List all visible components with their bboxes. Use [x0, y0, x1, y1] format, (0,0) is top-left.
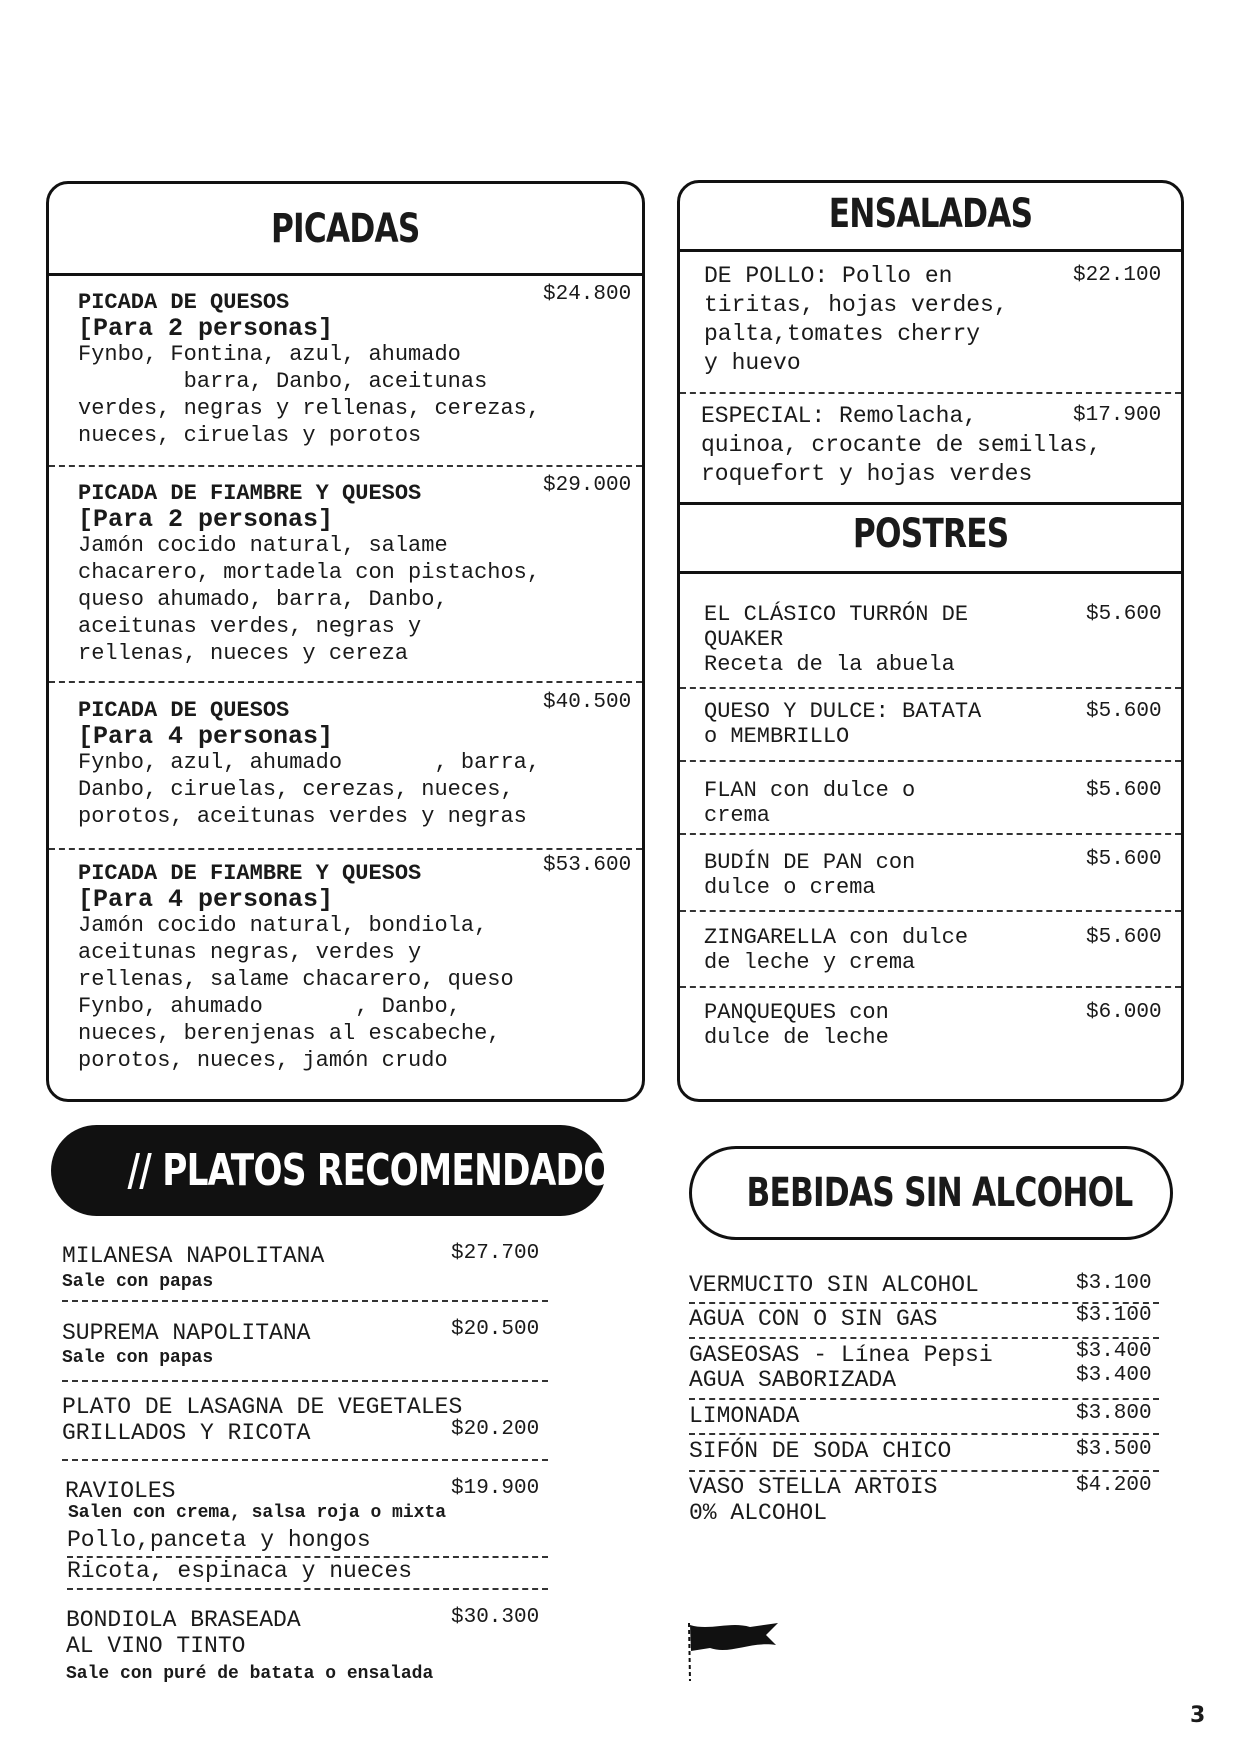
divider	[680, 760, 1181, 762]
picada-desc: Fynbo, Fontina, azul, ahumado	[78, 342, 461, 367]
picada-desc: rellenas, nueces y cereza	[78, 641, 409, 666]
postre-line: QUESO Y DULCE: BATATA	[704, 699, 982, 724]
plato-name-2: GRILLADOS Y RICOTA	[62, 1420, 311, 1446]
picadas-title: PICADAS	[271, 206, 420, 252]
picadas-box	[46, 181, 645, 1102]
bebidas-header-pill	[689, 1146, 1173, 1240]
bebida-name: GASEOSAS - Línea Pepsi	[689, 1342, 993, 1368]
ensalada-line: roquefort y hojas verdes	[701, 461, 1033, 487]
picada-desc: barra, Danbo, aceitunas	[78, 369, 488, 394]
picada-desc: aceitunas negras, verdes y	[78, 940, 422, 965]
page-number: 3	[1190, 1703, 1206, 1728]
plato-note: Sale con papas	[62, 1348, 214, 1368]
picada-name: PICADA DE FIAMBRE Y QUESOS	[78, 861, 422, 886]
picada-desc: Jamón cocido natural, bondiola,	[78, 913, 488, 938]
plato-price: $20.200	[451, 1418, 540, 1441]
picada-desc: chacarero, mortadela con pistachos,	[78, 560, 541, 585]
picada-name: PICADA DE QUESOS	[78, 290, 290, 315]
picada-sub: [Para 4 personas]	[78, 885, 334, 914]
postre-line: ZINGARELLA con dulce	[704, 925, 969, 950]
bebida-name: SIFÓN DE SODA CHICO	[689, 1438, 952, 1464]
ensalada-line: tiritas, hojas verdes,	[704, 292, 1008, 318]
bebida-price: $3.800	[1076, 1402, 1152, 1425]
plato-option: Pollo,panceta y hongos	[67, 1527, 371, 1553]
picada-desc: aceitunas verdes, negras y	[78, 614, 422, 639]
postre-line: EL CLÁSICO TURRÓN DE	[704, 602, 969, 627]
postres-header	[680, 511, 1181, 557]
plato-name: MILANESA NAPOLITANA	[62, 1243, 325, 1269]
postre-line: Receta de la abuela	[704, 652, 955, 677]
bebida-name-2: AGUA SABORIZADA	[689, 1367, 897, 1393]
divider	[49, 848, 642, 850]
postres-title: POSTRES	[852, 511, 1009, 557]
divider	[62, 1300, 548, 1302]
ensalada-line: palta,tomates cherry	[704, 321, 981, 347]
bebida-price: $3.100	[1076, 1304, 1152, 1327]
plato-name-2: AL VINO TINTO	[66, 1633, 246, 1659]
plato-name: RAVIOLES	[65, 1478, 176, 1504]
bebida-name: AGUA CON O SIN GAS	[689, 1306, 938, 1332]
divider	[680, 392, 1181, 394]
postre-line: o MEMBRILLO	[704, 724, 850, 749]
plato-price: $20.500	[451, 1318, 540, 1341]
divider	[680, 502, 1181, 505]
plato-price: $30.300	[451, 1606, 540, 1629]
ensalada-line: DE POLLO: Pollo en	[704, 263, 953, 289]
ensalada-line: quinoa, crocante de semillas,	[701, 432, 1102, 458]
postre-price: $5.600	[1086, 779, 1162, 802]
plato-option: Ricota, espinaca y nueces	[67, 1558, 413, 1584]
picada-desc: verdes, negras y rellenas, cerezas,	[78, 396, 541, 421]
bebida-price: $4.200	[1076, 1474, 1152, 1497]
picada-desc: Danbo, ciruelas, cerezas, nueces,	[78, 777, 514, 802]
postre-line: de leche y crema	[704, 950, 916, 975]
bebida-name-2: 0% ALCOHOL	[689, 1500, 828, 1526]
divider	[680, 687, 1181, 689]
picada-price: $29.000	[543, 474, 632, 497]
divider	[49, 465, 642, 467]
postre-price: $6.000	[1086, 1001, 1162, 1024]
picada-desc: porotos, nueces, jamón crudo	[78, 1048, 448, 1073]
picada-desc: Fynbo, azul, ahumado , barra,	[78, 750, 541, 775]
bebida-name: VERMUCITO SIN ALCOHOL	[689, 1272, 979, 1298]
postre-price: $5.600	[1086, 926, 1162, 949]
divider	[680, 910, 1181, 912]
picadas-header	[49, 206, 642, 252]
plato-name: SUPREMA NAPOLITANA	[62, 1320, 311, 1346]
picada-price: $24.800	[543, 283, 632, 306]
divider	[680, 833, 1181, 835]
picada-name: PICADA DE FIAMBRE Y QUESOS	[78, 481, 422, 506]
plato-note: Salen con crema, salsa roja o mixta	[68, 1503, 447, 1523]
bebida-price: $3.100	[1076, 1272, 1152, 1295]
postre-line: PANQUEQUES con	[704, 1000, 889, 1025]
plato-note: Sale con puré de batata o ensalada	[66, 1664, 434, 1684]
postre-price: $5.600	[1086, 700, 1162, 723]
ensalada-price: $22.100	[1073, 264, 1162, 287]
divider	[49, 273, 642, 276]
ensaladas-postres-box	[677, 180, 1184, 1102]
picada-desc: porotos, aceitunas verdes y negras	[78, 804, 527, 829]
ensalada-line: ESPECIAL: Remolacha,	[701, 403, 978, 429]
plato-price: $19.900	[451, 1477, 540, 1500]
bebida-name: VASO STELLA ARTOIS	[689, 1474, 938, 1500]
flag-icon	[680, 1615, 780, 1683]
picada-sub: [Para 2 personas]	[78, 505, 334, 534]
ensaladas-title: ENSALADAS	[828, 191, 1033, 237]
divider	[680, 986, 1181, 988]
bebida-price: $3.400	[1076, 1340, 1152, 1363]
picada-desc: Fynbo, ahumado , Danbo,	[78, 994, 461, 1019]
bebidas-title: BEBIDAS SIN ALCOHOL	[746, 1170, 1133, 1216]
picada-desc: rellenas, salame chacarero, queso	[78, 967, 514, 992]
picada-desc: nueces, berenjenas al escabeche,	[78, 1021, 501, 1046]
postre-line: dulce de leche	[704, 1025, 889, 1050]
divider	[62, 1459, 548, 1461]
plato-name: BONDIOLA BRASEADA	[66, 1607, 301, 1633]
picada-price: $40.500	[543, 691, 632, 714]
plato-price: $27.700	[451, 1242, 540, 1265]
picada-name: PICADA DE QUESOS	[78, 698, 290, 723]
bebida-name: LIMONADA	[689, 1403, 800, 1429]
picada-sub: [Para 2 personas]	[78, 314, 334, 343]
postre-line: dulce o crema	[704, 875, 876, 900]
platos-header-pill	[51, 1125, 671, 1216]
picada-desc: Jamón cocido natural, salame	[78, 533, 448, 558]
bebida-price-2: $3.400	[1076, 1364, 1152, 1387]
ensalada-price: $17.900	[1073, 404, 1162, 427]
postre-line: BUDÍN DE PAN con	[704, 850, 916, 875]
postre-line: crema	[704, 803, 771, 828]
divider	[67, 1588, 548, 1590]
picada-desc: nueces, ciruelas y porotos	[78, 423, 422, 448]
postre-line: QUAKER	[704, 627, 784, 652]
ensaladas-header	[680, 191, 1181, 237]
plato-name: PLATO DE LASAGNA DE VEGETALES	[62, 1394, 463, 1420]
divider	[62, 1380, 548, 1382]
ensalada-line: y huevo	[704, 350, 801, 376]
postre-line: FLAN con dulce o	[704, 778, 916, 803]
plato-note: Sale con papas	[62, 1272, 214, 1292]
divider	[680, 249, 1181, 252]
divider	[689, 1433, 1159, 1435]
picada-price: $53.600	[543, 854, 632, 877]
divider	[680, 571, 1181, 574]
picada-sub: [Para 4 personas]	[78, 722, 334, 751]
postre-price: $5.600	[1086, 603, 1162, 626]
platos-title: // PLATOS RECOMENDADOS //	[127, 1145, 671, 1196]
picada-desc: queso ahumado, barra, Danbo,	[78, 587, 448, 612]
bebida-price: $3.500	[1076, 1438, 1152, 1461]
postre-price: $5.600	[1086, 848, 1162, 871]
divider	[49, 681, 642, 683]
